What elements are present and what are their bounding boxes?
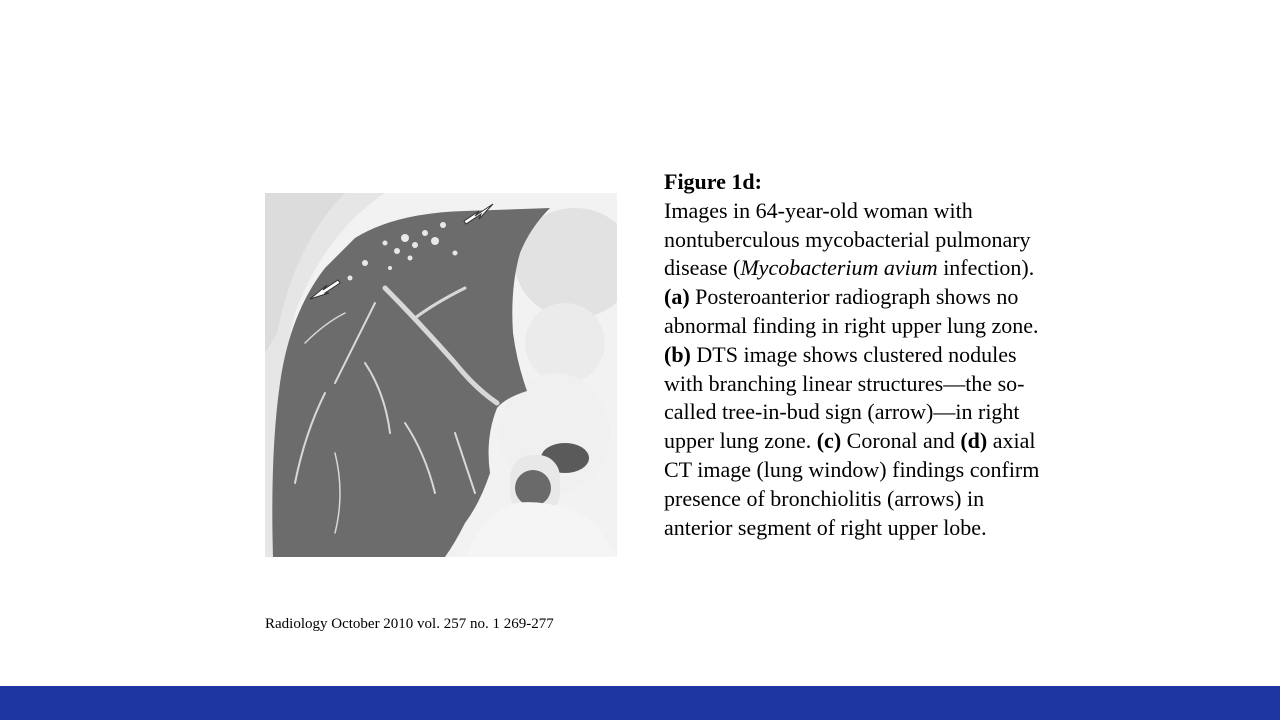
caption-run: DTS image shows clustered nodules with branching linear structures—the so-called tree-in-bud sign (arrow)—in right upper lung zone. <box>664 341 1025 454</box>
panel-label-b: (b) <box>664 341 691 367</box>
ct-scan-image <box>265 193 617 557</box>
caption-run: Coronal and <box>841 428 961 454</box>
caption-run: Posteroanterior radiograph shows no abnormal finding in right upper lung zone. <box>664 284 1039 338</box>
caption-run-italic: Mycobacterium avium <box>740 255 938 281</box>
panel-label-c: (c) <box>816 428 842 454</box>
figure-caption <box>664 168 1054 542</box>
caption-run: Images in 64-year-old woman with nontuberculous mycobacterial pulmonary disease ( <box>664 197 1031 281</box>
caption-body <box>664 198 1039 540</box>
panel-label-a: (a) <box>664 284 690 310</box>
figure-title: Figure 1d: <box>664 169 762 194</box>
journal-citation: Radiology October 2010 vol. 257 no. 1 269-277 <box>265 616 554 632</box>
caption-run: axial CT image (lung window) findings confirm presence of bronchiolitis (arrows) in anterior segment of right upper lobe. <box>664 428 1040 540</box>
panel-label-d: (d) <box>960 428 988 454</box>
footer-bar <box>0 686 1280 720</box>
caption-run: infection). <box>937 255 1035 281</box>
